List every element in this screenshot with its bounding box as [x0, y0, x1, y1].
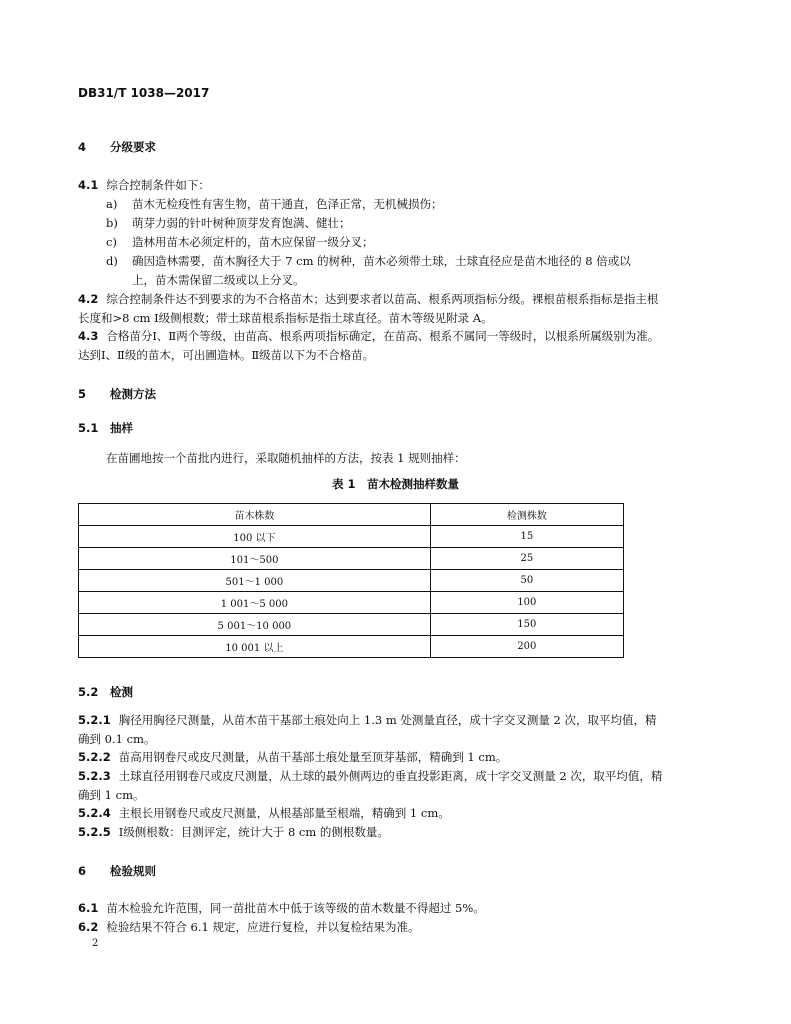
- table-cell: 50: [430, 570, 623, 592]
- subsection-number: 5.2: [78, 685, 99, 699]
- section-number: 6: [78, 864, 87, 878]
- list-item: [106, 233, 646, 252]
- clause-5-2-5: [78, 823, 668, 842]
- table-cell: 200: [430, 636, 623, 658]
- clause-4-3: [78, 327, 668, 365]
- list-item: [106, 195, 646, 214]
- table-1-title: 表 1 苗木检测抽样数量: [331, 477, 459, 491]
- table-cell: 150: [430, 614, 623, 636]
- table-row: [79, 548, 624, 570]
- clause-text: Ⅰ级侧根数：目测评定，统计大于 8 cm 的侧根数量。: [118, 825, 389, 839]
- table-row: [79, 636, 624, 658]
- subsection-5-1-heading: [78, 420, 133, 436]
- table-cell: 100: [430, 592, 623, 614]
- clause-4-2: [78, 290, 668, 328]
- section-number: 4: [78, 140, 87, 154]
- table-row: [79, 614, 624, 636]
- list-marker: c): [106, 235, 117, 249]
- clause-number: 4.2: [78, 292, 99, 306]
- section-title: 分级要求: [110, 140, 156, 154]
- clause-text: 主根长用钢卷尺或皮尺测量，从根基部量至根端，精确到 1 cm。: [118, 806, 450, 820]
- subsection-5-2-heading: [78, 684, 133, 700]
- sampling-table: [78, 503, 624, 658]
- list-marker: d): [106, 254, 118, 268]
- section-6-heading: [78, 863, 156, 879]
- clause-4-1: [78, 176, 668, 195]
- clause-text: 检验结果不符合 6.1 规定，应进行复检，并以复检结果为准。: [106, 920, 420, 934]
- table-cell: 15: [430, 526, 623, 548]
- section-title: 检验规则: [110, 864, 156, 878]
- table-cell: 101～500: [79, 548, 431, 570]
- table-row: [79, 526, 624, 548]
- list-marker: b): [106, 216, 118, 230]
- list-text: 确因造林需要，苗木胸径大于 7 cm 的树种，苗木必须带土球，土球直径应是苗木地径的 8 倍或以上，苗木需保留二级或以上分叉。: [132, 254, 631, 287]
- table-cell: 1 001～5 000: [79, 592, 431, 614]
- table-cell: 501～1 000: [79, 570, 431, 592]
- list-text: 造林用苗木必须定杆的，苗木应保留一级分叉；: [132, 235, 374, 249]
- table-header-row: [79, 504, 624, 526]
- sampling-description: 在苗圃地按一个苗批内进行，采取随机抽样的方法，按表 1 规则抽样：: [106, 451, 466, 465]
- clause-number: 4.1: [78, 178, 99, 192]
- standard-code: DB31/T 1038—2017: [78, 86, 210, 100]
- clause-text: 土球直径用钢卷尺或皮尺测量，从土球的最外侧两边的垂直投影距离，成十字交叉测量 2 次，取平均值，精确到 1 cm。: [78, 769, 663, 802]
- clause-text: 合格苗分Ⅰ、Ⅱ两个等级，由苗高、根系两项指标确定，在苗高、根系不属同一等级时，以根系所属级别为准。达到Ⅰ、Ⅱ级的苗木，可出圃造林。Ⅱ级苗以下为不合格苗。: [78, 329, 660, 362]
- clause-number: 5.2.3: [78, 769, 111, 783]
- clause-text: 综合控制条件达不到要求的为不合格苗木；达到要求者以苗高、根系两项指标分级。裸根苗根系指标是指主根长度和>8 cm Ⅰ级侧根数；带土球苗根系指标是指土球直径。苗木等级见附录 A。: [78, 292, 659, 325]
- table-row: [79, 570, 624, 592]
- list-item: [106, 214, 646, 233]
- column-header: 苗木株数: [79, 504, 431, 526]
- clause-6-2: [78, 918, 668, 937]
- clause-text: 苗木检验允许范围，同一苗批苗木中低于该等级的苗木数量不得超过 5%。: [106, 901, 485, 915]
- clause-5-2-3: [78, 767, 668, 805]
- clause-number: 5.2.4: [78, 806, 111, 820]
- list-marker: a): [106, 197, 118, 211]
- subsection-number: 5.1: [78, 421, 99, 435]
- clause-5-2-4: [78, 804, 668, 823]
- clause-number: 6.1: [78, 901, 99, 915]
- clause-text: 苗高用钢卷尺或皮尺测量，从苗干基部土痕处量至顶芽基部，精确到 1 cm。: [118, 750, 508, 764]
- clause-number: 4.3: [78, 329, 99, 343]
- table-cell: 100 以下: [79, 526, 431, 548]
- subsection-title: 抽样: [110, 421, 133, 435]
- section-5-heading: [78, 386, 156, 402]
- clause-5-2-2: [78, 748, 668, 767]
- list-text: 萌芽力弱的针叶树种顶芽发育饱满、健壮；: [132, 216, 351, 230]
- control-conditions-list: [106, 195, 646, 290]
- clause-5-2-1: [78, 711, 668, 749]
- clause-number: 5.2.5: [78, 825, 111, 839]
- clause-number: 5.2.1: [78, 713, 111, 727]
- list-text: 苗木无检疫性有害生物，苗干通直，色泽正常，无机械损伤；: [132, 197, 443, 211]
- section-4-heading: [78, 139, 156, 155]
- section-number: 5: [78, 387, 87, 401]
- clause-text: 胸径用胸径尺测量，从苗木苗干基部土痕处向上 1.3 m 处测量直径，成十字交叉测量 2 次，取平均值，精确到 0.1 cm。: [78, 713, 657, 746]
- clause-6-1: [78, 899, 668, 918]
- section-title: 检测方法: [110, 387, 156, 401]
- table-cell: 5 001～10 000: [79, 614, 431, 636]
- clause-text: 综合控制条件如下：: [106, 178, 210, 192]
- list-item: [106, 252, 646, 290]
- column-header: 检测株数: [430, 504, 623, 526]
- table-cell: 25: [430, 548, 623, 570]
- table-cell: 10 001 以上: [79, 636, 431, 658]
- page-number: 2: [92, 938, 99, 949]
- table-row: [79, 592, 624, 614]
- clause-number: 6.2: [78, 920, 99, 934]
- subsection-title: 检测: [110, 685, 133, 699]
- clause-number: 5.2.2: [78, 750, 111, 764]
